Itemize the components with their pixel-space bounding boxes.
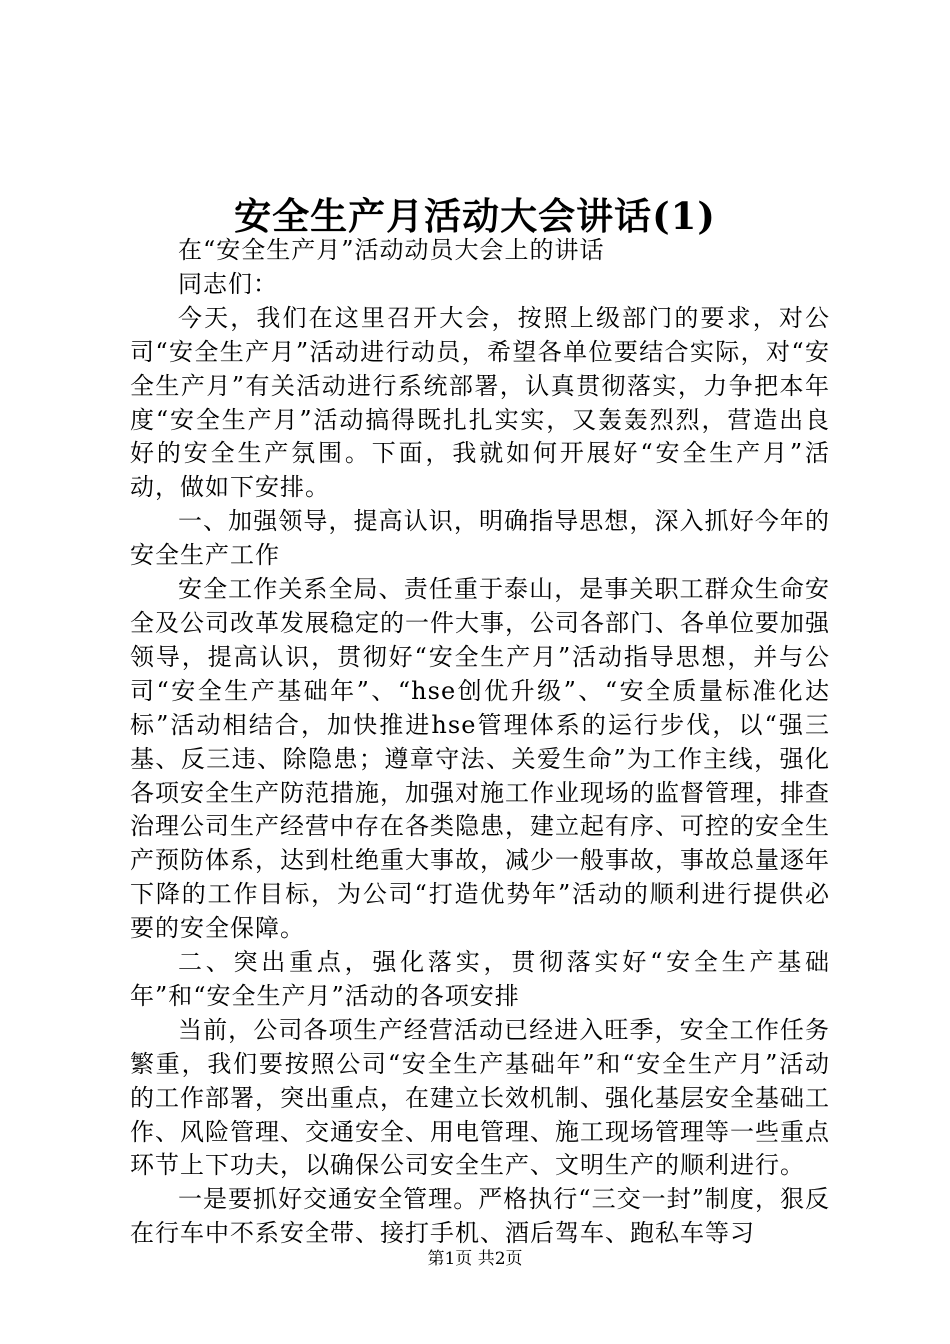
page-number-footer: 第1页 共2页 — [427, 1249, 523, 1269]
paragraph-section-2: 当前，公司各项生产经营活动已经进入旺季，安全工作任务繁重，我们要按照公司“安全生产基础年”和“安全生产月”活动的工作部署，突出重点，在建立长效机制、强化基层安全基础工作、风险管理、交通安全、用电管理、施工现场管理等一些重点环节上下功夫，以确保公司安全生产、文明生产的顺利进行。 — [130, 1015, 830, 1180]
paragraph-section-1: 安全工作关系全局、责任重于泰山，是事关职工群众生命安全及公司改革发展稳定的一件大事，公司各部门、各单位要加强领导，提高认识，贯彻好“安全生产月”活动指导思想，并与公司“安全生产基础年”、“hse创优升级”、“安全质量标准化达标”活动相结合，加快推进hse管理体系的运行步伐，以“强三基、反三违、除隐患；遵章守法、关爱生命”为工作主线，强化各项安全生产防范措施，加强对施工作业现场的监督管理，排查治理公司生产经营中存在各类隐患，建立起有序、可控的安全生产预防体系，达到杜绝重大事故，减少一般事故，事故总量逐年下降的工作目标，为公司“打造优势年”活动的顺利进行提供必要的安全保障。 — [130, 575, 830, 943]
speech-subtitle: 在“安全生产月”活动动员大会上的讲话 — [178, 236, 605, 264]
section-heading-1: 一、加强领导，提高认识，明确指导思想，深入抓好今年的安全生产工作 — [130, 507, 830, 570]
page-title: 安全生产月活动大会讲话(1) — [234, 194, 716, 238]
paragraph-traffic-safety: 一是要抓好交通安全管理。严格执行“三交一封”制度，狠反在行车中不系安全带、接打手机、酒后驾车、跑私车等习 — [130, 1185, 830, 1248]
paragraph-intro: 今天，我们在这里召开大会，按照上级部门的要求，对公司“安全生产月”活动进行动员，希望各单位要结合实际，对“安全生产月”有关活动进行系统部署，认真贯彻落实，力争把本年度“安全生产月”活动搞得既扎扎实实，又轰轰烈烈，营造出良好的安全生产氛围。下面，我就如何开展好“安全生产月”活动，做如下安排。 — [130, 303, 830, 502]
document-body — [130, 234, 830, 1251]
salutation: 同志们： — [178, 269, 278, 298]
section-heading-2: 二、突出重点，强化落实，贯彻落实好“安全生产基础年”和“安全生产月”活动的各项安排 — [130, 948, 830, 1010]
